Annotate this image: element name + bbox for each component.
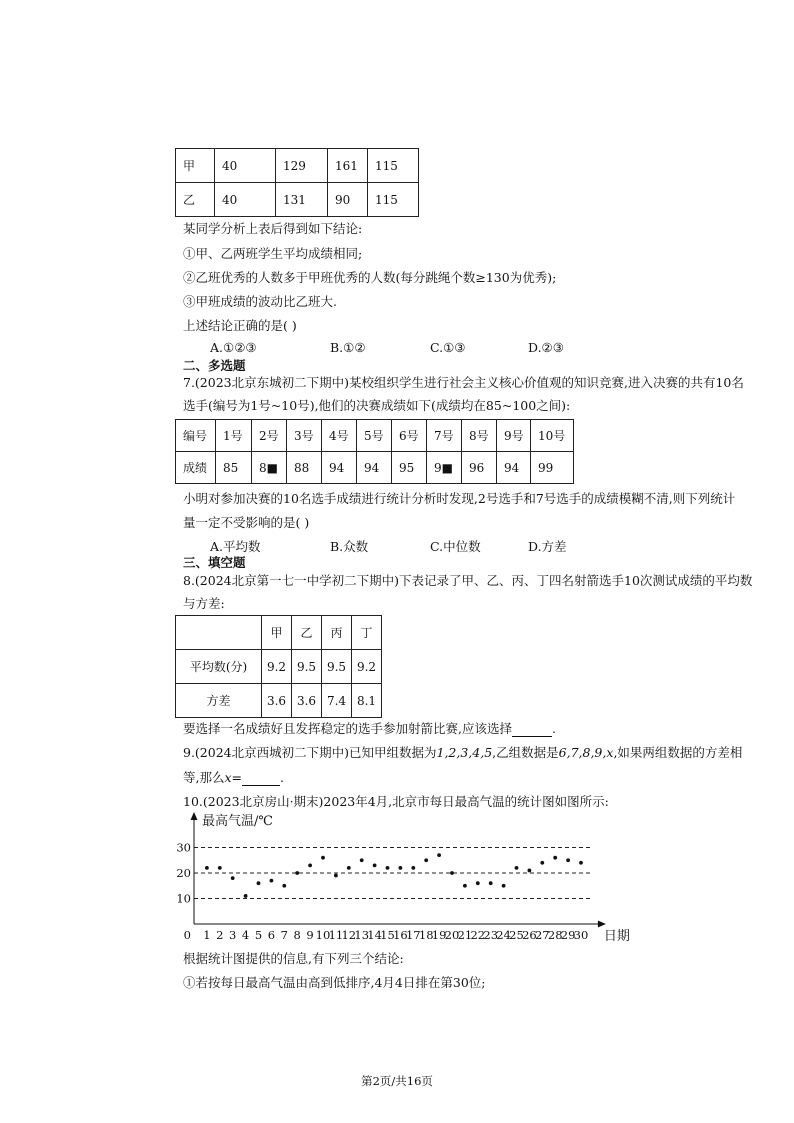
- table3-cell: 7.4: [322, 684, 352, 718]
- table2-cell: 8■: [252, 452, 287, 484]
- table2-row: [176, 420, 574, 452]
- x-tick-label: 20: [444, 928, 460, 942]
- q7-option-c[interactable]: C.中位数: [430, 539, 481, 554]
- x-tick-label: 24: [496, 928, 511, 942]
- data-point: [411, 866, 415, 870]
- table2-cell: 9■: [427, 452, 462, 484]
- q7-after-line-1: 小明对参加决赛的10名选手成绩进行统计分析时发现,2号选手和7号选手的成绩模糊不清,则下列统计: [183, 491, 736, 506]
- table2-cell: 4号: [322, 420, 357, 452]
- data-point: [437, 853, 441, 857]
- q6-option-c[interactable]: C.①③: [430, 340, 466, 355]
- q8-period: .: [551, 721, 556, 736]
- q7-options: [210, 537, 630, 553]
- table3-cell: 9.2: [262, 650, 292, 684]
- x-axis-label: 日期: [603, 929, 630, 944]
- table3-cell: 丁: [352, 616, 382, 650]
- q10-after-line-2: ①若按每日最高气温由高到低排序,4月4日排在第30位;: [183, 975, 486, 990]
- contestant-score-table: [175, 419, 574, 484]
- q7-option-a[interactable]: A.平均数: [210, 539, 261, 554]
- table2-cell: 7号: [427, 420, 462, 452]
- table1-row: [176, 183, 419, 217]
- table1-cell: 115: [368, 183, 419, 217]
- table2-cell: 94: [322, 452, 357, 484]
- q9-line2-var: x: [224, 770, 232, 785]
- q6-conclusion-3: ③甲班成绩的波动比乙班大.: [183, 294, 337, 309]
- table1-cell: 115: [368, 149, 419, 183]
- table3-cell: 3.6: [292, 684, 322, 718]
- table2-cell: 成绩: [176, 452, 216, 484]
- x-tick-label: 5: [254, 928, 263, 942]
- x-tick-label: 21: [457, 928, 473, 942]
- table3-cell: 3.6: [262, 684, 292, 718]
- data-point: [579, 861, 583, 865]
- data-point: [463, 884, 467, 888]
- page-footer: 第2页/共16页: [361, 1074, 433, 1088]
- q9-set-a: 1,2,3,4,5: [436, 745, 493, 760]
- data-point: [205, 866, 209, 870]
- data-point: [386, 866, 390, 870]
- archery-stats-table: [175, 615, 382, 718]
- table3-cell: 方差: [176, 684, 262, 718]
- x-tick-label: 1: [203, 928, 211, 942]
- x-tick-label: 26: [522, 928, 537, 942]
- q10-after-line-1: 根据统计图提供的信息,有下列三个结论:: [183, 951, 404, 966]
- q9-var: x: [606, 745, 614, 760]
- q8-line-1: 8.(2024北京第一七一中学初二下期中)下表记录了甲、乙、丙、丁四名射箭选手10次测试成绩的平均数: [183, 573, 753, 588]
- x-tick-label: 4: [241, 928, 250, 942]
- x-axis-arrow: [598, 921, 606, 928]
- y-tick-label: 10: [176, 891, 191, 906]
- data-point: [360, 858, 364, 862]
- q7-option-d[interactable]: D.方差: [528, 539, 567, 554]
- table1-cell: 90: [328, 183, 368, 217]
- table2-cell: 99: [531, 452, 574, 484]
- table2-cell: 1号: [216, 420, 252, 452]
- q9-text-b: ,乙组数据是: [492, 745, 559, 760]
- data-point: [450, 871, 454, 875]
- table3-cell: 平均数(分): [176, 650, 262, 684]
- x-tick-label: 3: [229, 928, 237, 942]
- table2-cell: 8号: [462, 420, 497, 452]
- data-point: [218, 866, 222, 870]
- data-point: [270, 879, 274, 883]
- table1-cell: 161: [328, 149, 368, 183]
- data-point: [489, 881, 493, 885]
- x-tick-label: 6: [267, 928, 276, 942]
- x-tick-label: 23: [483, 928, 499, 942]
- x-tick-label: 8: [293, 928, 301, 942]
- x-tick-label: 22: [470, 928, 486, 942]
- x-tick-label: 10: [315, 928, 331, 942]
- data-point: [244, 894, 248, 898]
- data-point: [231, 876, 235, 880]
- section-heading-fill-blank: 三、填空题: [183, 555, 246, 570]
- q8-answer-blank[interactable]: [512, 721, 552, 737]
- x-tick-label: 17: [405, 928, 421, 942]
- table2-row: [176, 452, 574, 484]
- table2-cell: 5号: [357, 420, 392, 452]
- data-point: [334, 874, 338, 878]
- table2-cell: 96: [462, 452, 497, 484]
- q10-line-1: 10.(2023北京房山·期末)2023年4月,北京市每日最高气温的统计图如图所示:: [183, 794, 609, 809]
- q6-question: 上述结论正确的是( ): [183, 318, 297, 333]
- table2-cell: 2号: [252, 420, 287, 452]
- data-point: [515, 866, 519, 870]
- section-heading-multi-choice: 二、多选题: [183, 358, 246, 373]
- table3-cell: 9.2: [352, 650, 382, 684]
- q9-set-b: 6,7,8,9,: [558, 745, 607, 760]
- x-tick-label: 14: [367, 928, 382, 942]
- table2-cell: 94: [497, 452, 531, 484]
- x-tick-label: 9: [306, 928, 314, 942]
- table1-cell: 甲: [176, 149, 215, 183]
- q9-line-2: [183, 768, 284, 786]
- table2-cell: 3号: [287, 420, 322, 452]
- table3-cell: 9.5: [322, 650, 352, 684]
- y-axis-label: 最高气温/℃: [202, 814, 273, 829]
- q9-period: .: [280, 770, 285, 785]
- q6-option-b[interactable]: B.①②: [330, 340, 366, 355]
- q6-option-d[interactable]: D.②③: [528, 340, 564, 355]
- x-tick-label: 11: [328, 928, 344, 942]
- table2-cell: 编号: [176, 420, 216, 452]
- x-tick-label: 7: [280, 928, 288, 942]
- table1-cell: 乙: [176, 183, 215, 217]
- y-axis-arrow: [191, 812, 198, 820]
- table2-cell: 6号: [392, 420, 427, 452]
- q9-line-1: [183, 743, 742, 761]
- table3-cell: 丙: [322, 616, 352, 650]
- q6-options: [210, 340, 630, 356]
- q8-line-2: 与方差:: [183, 596, 225, 611]
- table3-cell: [176, 616, 262, 650]
- table2-cell: 94: [357, 452, 392, 484]
- table2-cell: 88: [287, 452, 322, 484]
- x-tick-label: 2: [216, 928, 224, 942]
- x-tick-label: 19: [431, 928, 447, 942]
- y-tick-label: 20: [176, 866, 191, 880]
- x-tick-label: 30: [573, 928, 589, 942]
- table2-cell: 95: [392, 452, 427, 484]
- data-point: [424, 858, 428, 862]
- x-tick-label: 16: [393, 928, 408, 942]
- q6-conclusion-1: ①甲、乙两班学生平均成绩相同;: [183, 246, 363, 261]
- data-point: [502, 884, 506, 888]
- q7-option-b[interactable]: B.众数: [330, 539, 369, 554]
- table1-cell: 40: [215, 183, 276, 217]
- q7-line-1: 7.(2023北京东城初二下期中)某校组织学生进行社会主义核心价值观的知识竞赛,进入决赛的共有10名: [183, 375, 744, 390]
- data-point: [257, 881, 261, 885]
- q6-intro: 某同学分析上表后得到如下结论:: [183, 221, 363, 236]
- table3-cell: 乙: [292, 616, 322, 650]
- x-tick-label: 29: [560, 928, 576, 942]
- q9-line2-text: 等,那么: [183, 770, 225, 785]
- data-point: [295, 871, 299, 875]
- table2-cell: 10号: [531, 420, 574, 452]
- data-point: [528, 869, 532, 873]
- temperature-scatter-chart: [176, 810, 630, 944]
- table1-cell: 40: [215, 149, 276, 183]
- table3-row: [176, 650, 382, 684]
- x-tick-label: 18: [418, 928, 434, 942]
- table1-row: [176, 149, 419, 183]
- y-tick-label: 30: [176, 840, 191, 855]
- q9-text-c: ,如果两组数据的方差相: [613, 745, 743, 760]
- table2-cell: 85: [216, 452, 252, 484]
- x-tick-label: 28: [547, 928, 563, 942]
- q6-option-a[interactable]: A.①②③: [210, 340, 257, 355]
- table3-cell: 9.5: [292, 650, 322, 684]
- data-point: [308, 863, 312, 867]
- origin-label: 0: [183, 928, 191, 942]
- data-point: [282, 884, 286, 888]
- q8-answer-text: 要选择一名成绩好且发挥稳定的选手参加射箭比赛,应该选择: [183, 721, 512, 736]
- x-tick-label: 25: [509, 928, 524, 942]
- table3-cell: 8.1: [352, 684, 382, 718]
- data-point: [540, 861, 544, 865]
- table1-cell: 129: [276, 149, 328, 183]
- q9-equals: =: [231, 770, 243, 785]
- q9-answer-blank[interactable]: [242, 770, 280, 786]
- data-point: [321, 856, 325, 860]
- table3-row: [176, 684, 382, 718]
- data-point: [373, 863, 377, 867]
- data-point: [347, 866, 351, 870]
- score-table-1: [175, 148, 419, 217]
- q7-after-line-2: 量一定不受影响的是( ): [183, 515, 310, 530]
- q8-answer-line: [183, 719, 556, 737]
- x-tick-label: 27: [534, 928, 550, 942]
- data-point: [553, 856, 557, 860]
- data-point: [476, 881, 480, 885]
- data-point: [566, 858, 570, 862]
- table3-cell: 甲: [262, 616, 292, 650]
- data-point: [399, 866, 403, 870]
- x-tick-label: 15: [380, 928, 395, 942]
- x-tick-label: 13: [354, 928, 370, 942]
- table2-cell: 9号: [497, 420, 531, 452]
- q6-conclusion-2: ②乙班优秀的人数多于甲班优秀的人数(每分跳绳个数≥130为优秀);: [183, 270, 557, 285]
- table1-cell: 131: [276, 183, 328, 217]
- table3-row: [176, 616, 382, 650]
- q7-line-2: 选手(编号为1号~10号),他们的决赛成绩如下(成绩均在85~100之间):: [183, 398, 571, 413]
- q9-text-a: 9.(2024北京西城初二下期中)已知甲组数据为: [183, 745, 437, 760]
- x-tick-label: 12: [341, 928, 357, 942]
